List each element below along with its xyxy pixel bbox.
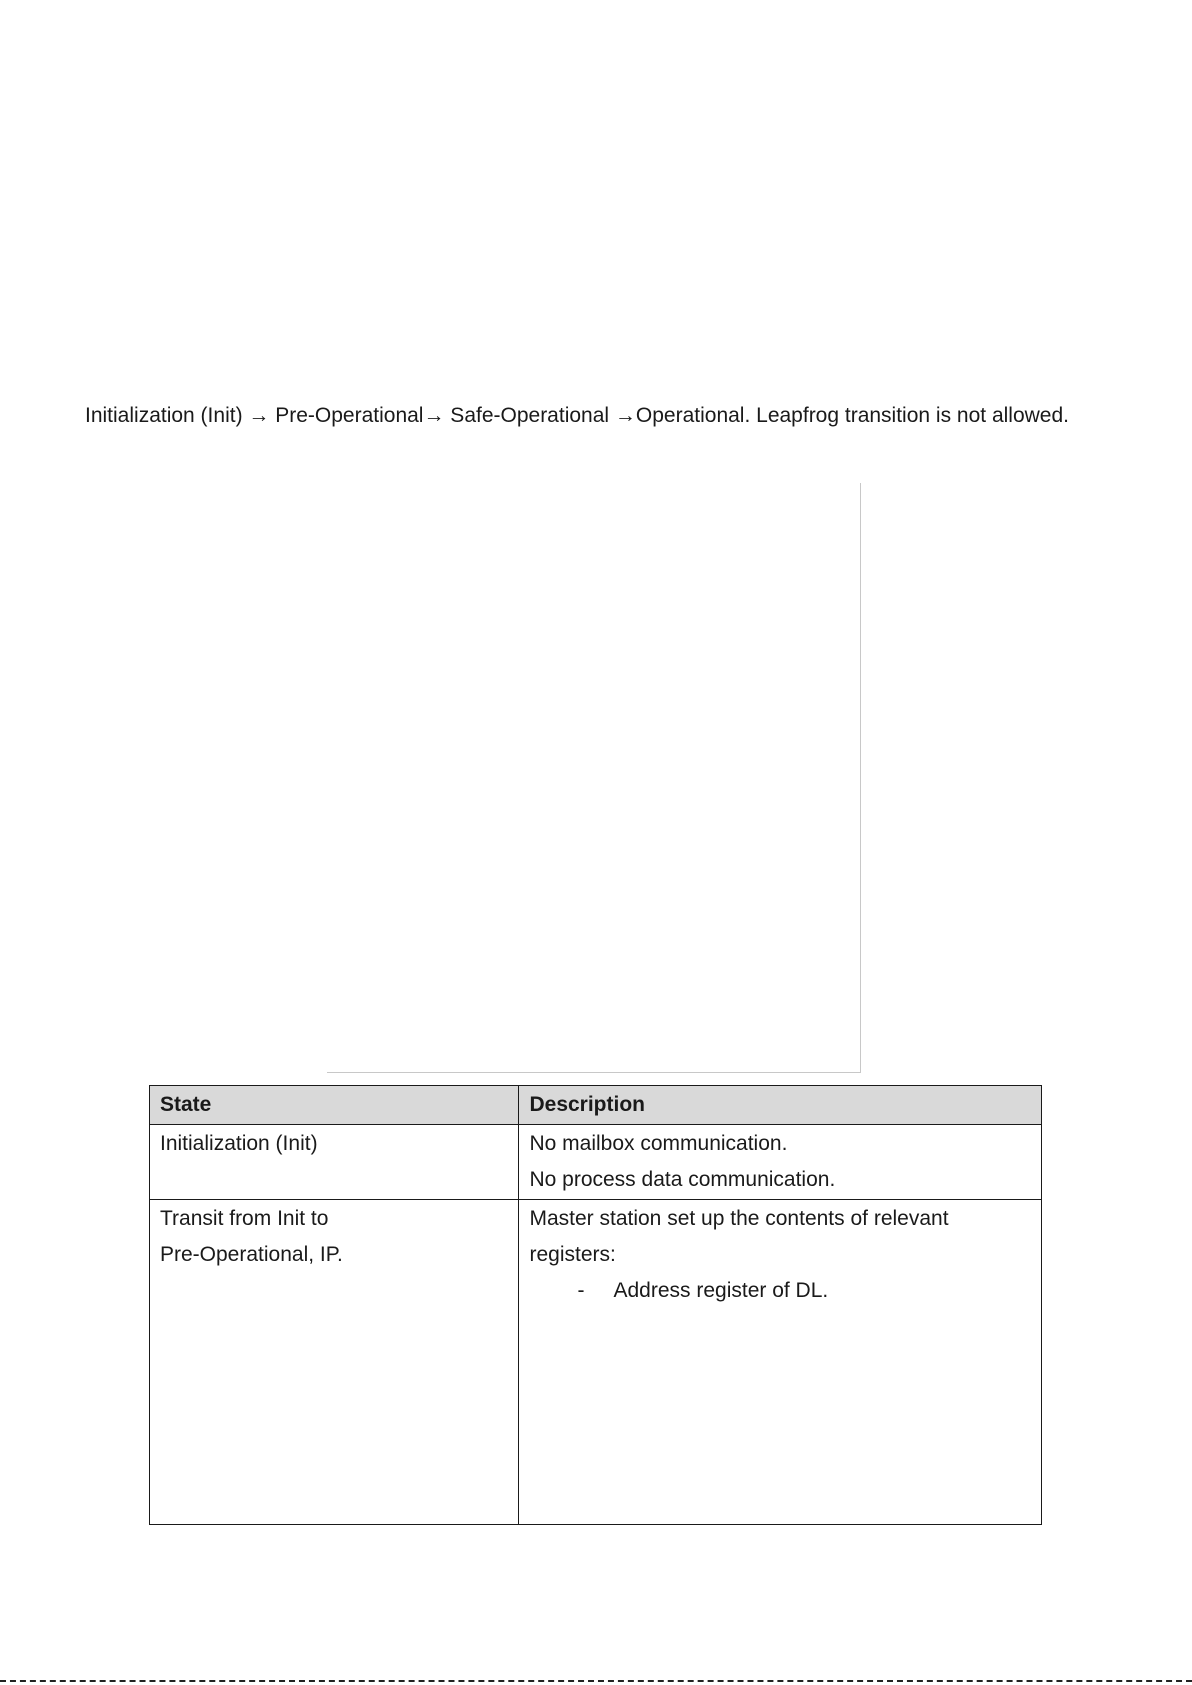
state-text: Initialization (Init) bbox=[160, 1132, 318, 1155]
state-text: Transit from Init to bbox=[160, 1207, 329, 1230]
header-state: State bbox=[150, 1086, 519, 1125]
table-row bbox=[150, 1125, 1042, 1200]
state-table bbox=[149, 1085, 1042, 1525]
dash-bullet-icon: - bbox=[577, 1279, 585, 1302]
page-bottom-rule bbox=[0, 1680, 1192, 1682]
description-cell bbox=[519, 1125, 1042, 1200]
table-row bbox=[150, 1200, 1042, 1525]
header-description: Description bbox=[519, 1086, 1042, 1125]
table-header-row bbox=[150, 1086, 1042, 1125]
description-text: No process data communication. bbox=[529, 1168, 836, 1191]
description-text: registers: bbox=[529, 1243, 616, 1266]
state-text: Pre-Operational, IP. bbox=[160, 1243, 343, 1266]
state-cell bbox=[150, 1125, 519, 1200]
description-text: No mailbox communication. bbox=[529, 1132, 788, 1155]
figure-frame bbox=[327, 483, 861, 1073]
state-cell bbox=[150, 1200, 519, 1525]
state-sequence-paragraph: Initialization (Init) → Pre-Operational→ Safe-Operational →Operational. Leapfrog transition is not allowed. bbox=[85, 404, 1069, 427]
bullet-item bbox=[529, 1273, 1031, 1309]
bullet-text: Address register of DL. bbox=[613, 1279, 829, 1302]
description-text: Master station set up the contents of relevant bbox=[529, 1207, 949, 1230]
description-cell bbox=[519, 1200, 1042, 1525]
